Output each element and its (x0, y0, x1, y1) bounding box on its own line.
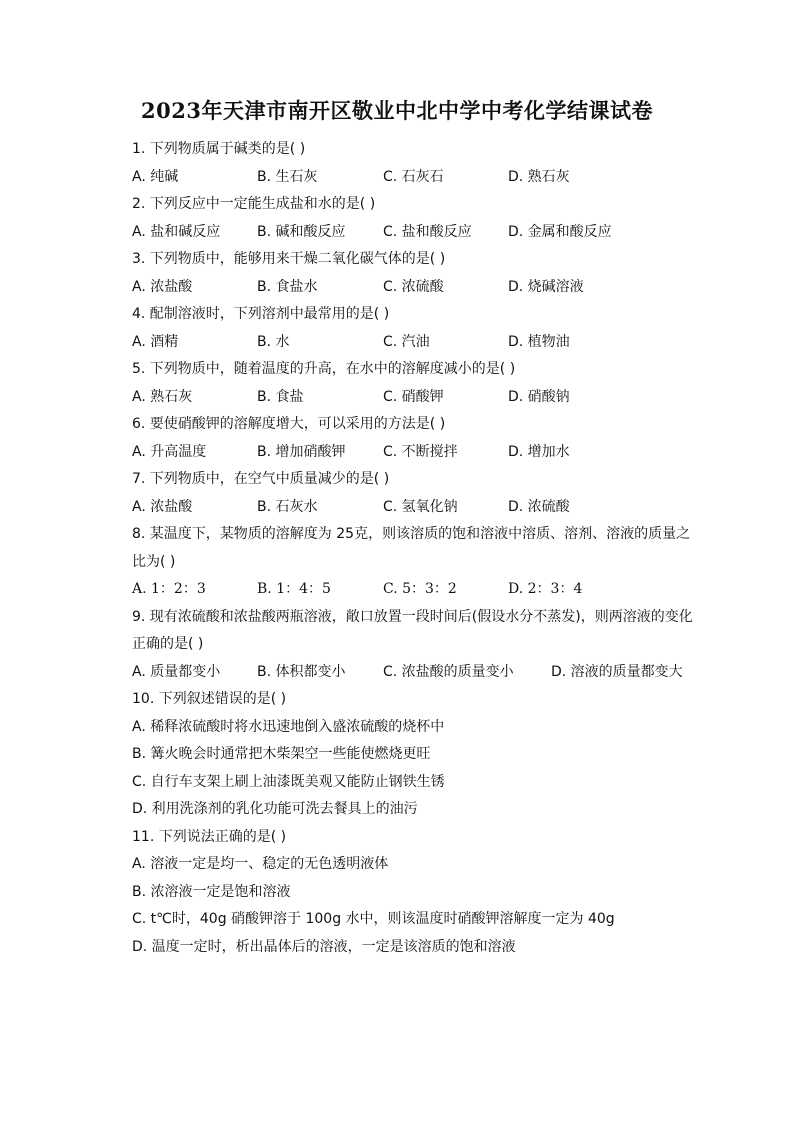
option-d: D. 2：3：4 (508, 581, 583, 597)
option-b: B. 体积都变小 (257, 663, 346, 680)
option-d: D. 植物油 (508, 333, 570, 350)
question-list (132, 136, 712, 961)
question-stem: 1. 下列物质属于碱类的是( ) (132, 141, 306, 157)
option-b: B. 水 (257, 333, 290, 350)
option-c: C. 汽油 (383, 333, 430, 350)
question-stem: 10. 下列叙述错误的是( ) (132, 691, 287, 707)
question-options (132, 439, 712, 467)
option-c: C. 5：3：2 (383, 581, 457, 597)
option-b: B. 生石灰 (257, 168, 318, 185)
option-c: C. 不断搅拌 (383, 443, 458, 460)
question-stem: 11. 下列说法正确的是( ) (132, 828, 287, 845)
option-a: A. 酒精 (132, 333, 179, 350)
option-a: A. 浓盐酸 (132, 278, 193, 295)
question-stem-line1: 9. 现有浓硫酸和浓盐酸两瓶溶液，敞口放置一段时间后(假设水分不蒸发)，则两溶液的变化 (132, 608, 693, 625)
option-a: A. 熟石灰 (132, 388, 193, 405)
option-c: C. 自行车支架上刷上油漆既美观又能防止钢铁生锈 (132, 773, 445, 790)
question-stem: 2. 下列反应中一定能生成盐和水的是( ) (132, 196, 376, 212)
question-stem-line2: 正确的是( ) (132, 636, 204, 652)
option-b: B. 食盐 (257, 388, 304, 405)
question-stem: 7. 下列物质中，在空气中质量减少的是( ) (132, 471, 390, 487)
option-b: B. 篝火晚会时通常把木柴架空一些能使燃烧更旺 (132, 746, 431, 762)
option-b: B. 增加硝酸钾 (257, 443, 346, 460)
question-stem-line1: 8. 某温度下，某物质的溶解度为 25克，则该溶质的饱和溶液中溶质、溶剂、溶液的质量之 (132, 526, 691, 542)
page-title: 2023年天津市南开区敬业中北中学中考化学结课试卷 (141, 98, 653, 123)
option-b: B. 食盐水 (257, 278, 318, 295)
option-d: D. 温度一定时，析出晶体后的溶液，一定是该溶质的饱和溶液 (132, 938, 516, 955)
option-b: B. 石灰水 (257, 498, 318, 515)
question-options (132, 384, 712, 412)
option-d: D. 溶液的质量都变大 (551, 663, 683, 680)
option-d: D. 利用洗涤剂的乳化功能可洗去餐具上的油污 (132, 801, 418, 817)
option-c: C. 浓硫酸 (383, 278, 444, 295)
option-d: D. 增加水 (508, 443, 570, 460)
question-options (132, 576, 712, 604)
option-c: C. 石灰石 (383, 168, 444, 185)
question-stem: 6. 要使硝酸钾的溶解度增大，可以采用的方法是( ) (132, 416, 446, 432)
question-stem: 3. 下列物质中，能够用来干燥二氧化碳气体的是( ) (132, 251, 446, 267)
option-c: C. 硝酸钾 (383, 388, 444, 405)
option-d: D. 熟石灰 (508, 168, 570, 185)
option-a: A. 升高温度 (132, 443, 207, 460)
question-stem-line2: 比为( ) (132, 553, 176, 570)
option-d: D. 硝酸钠 (508, 388, 570, 405)
option-b: B. 1：4：5 (257, 581, 331, 597)
option-d: D. 金属和酸反应 (508, 223, 612, 240)
option-a: A. 稀释浓硫酸时将水迅速地倒入盛浓硫酸的烧杯中 (132, 718, 445, 735)
option-c: C. t℃时，40g 硝酸钾溶于 100g 水中，则该温度时硝酸钾溶解度一定为 40g (132, 911, 615, 927)
question-stem: 4. 配制溶液时，下列溶剂中最常用的是( ) (132, 306, 390, 322)
option-a: A. 1：2：3 (132, 581, 206, 597)
question-options (132, 164, 712, 192)
option-c: C. 浓盐酸的质量变小 (383, 663, 514, 680)
option-c: C. 氢氧化钠 (383, 498, 458, 515)
option-a: A. 浓盐酸 (132, 498, 193, 515)
question-options (132, 219, 712, 247)
option-b: B. 浓溶液一定是饱和溶液 (132, 883, 291, 900)
option-a: A. 质量都变小 (132, 663, 221, 680)
option-a: A. 纯碱 (132, 168, 179, 185)
option-a: A. 盐和碱反应 (132, 223, 221, 240)
option-a: A. 溶液一定是均一、稳定的无色透明液体 (132, 856, 389, 872)
question-stem: 5. 下列物质中，随着温度的升高，在水中的溶解度减小的是( ) (132, 361, 516, 377)
option-c: C. 盐和酸反应 (383, 223, 472, 240)
option-d: D. 烧碱溶液 (508, 278, 584, 295)
option-d: D. 浓硫酸 (508, 498, 570, 515)
question-options (132, 659, 712, 687)
option-b: B. 碱和酸反应 (257, 223, 346, 240)
question-options (132, 274, 712, 302)
question-options (132, 494, 712, 522)
question-options (132, 329, 712, 357)
